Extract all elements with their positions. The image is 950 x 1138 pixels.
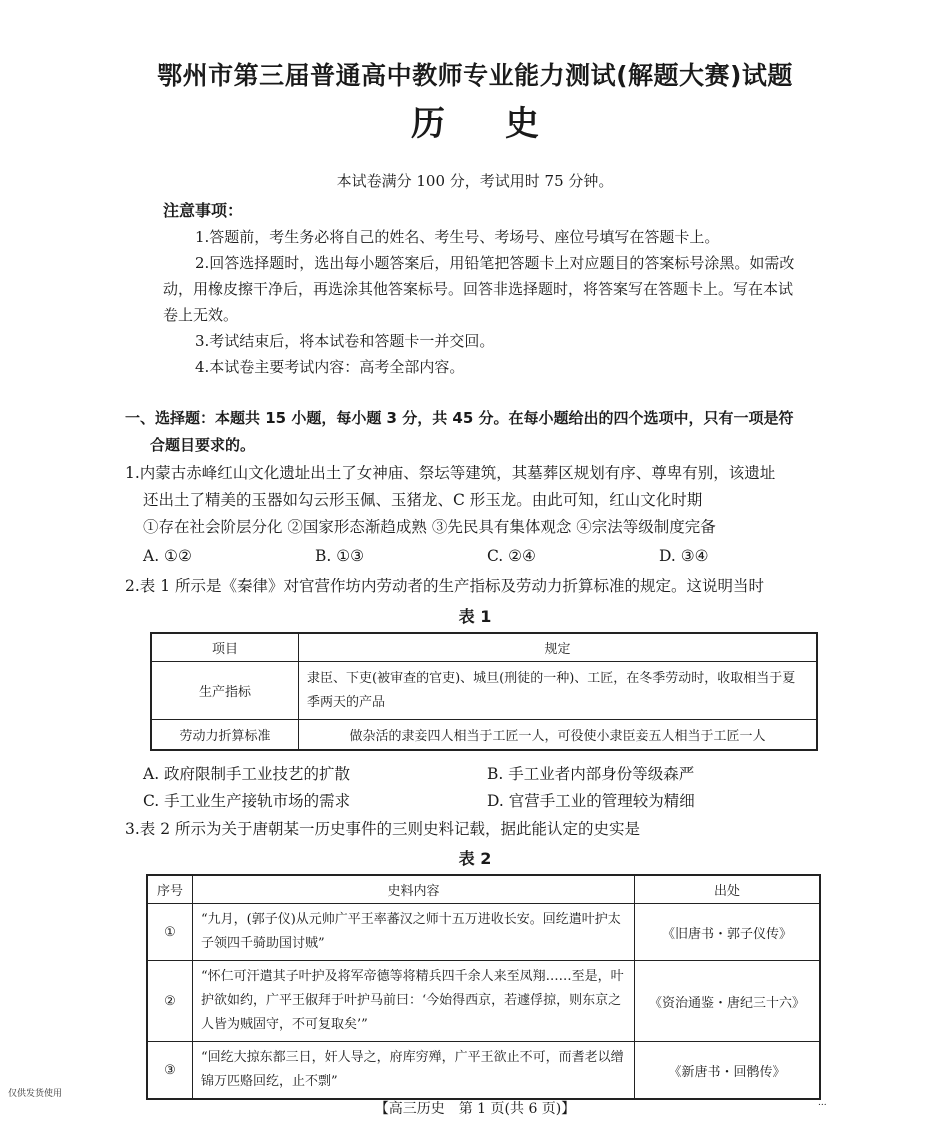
score-line: 本试卷满分 100 分，考试用时 75 分钟。 bbox=[336, 172, 614, 190]
subject-title: 历史 bbox=[411, 104, 599, 144]
question-2-stem: 2.表 1 所示是《秦律》对官营作坊内劳动者的生产指标及劳动力折算标准的规定。这说明当时 bbox=[125, 577, 765, 595]
exam-title: 鄂州市第三届普通高中教师专业能力测试(解题大赛)试题 bbox=[157, 61, 793, 90]
table-header: 出处 bbox=[635, 875, 821, 904]
table-cell: ① bbox=[147, 904, 193, 961]
table-cell: 《旧唐书・郭子仪传》 bbox=[635, 904, 821, 961]
table-cell: “九月，(郭子仪)从元帅广平王率蕃汉之师十五万进收长安。回纥遣叶护太子领四千骑助国讨贼” bbox=[193, 904, 635, 961]
question-1 bbox=[125, 460, 830, 541]
table-cell: ③ bbox=[147, 1042, 193, 1100]
option-c[interactable]: C. 手工业生产接轨市场的需求 bbox=[143, 792, 351, 810]
question-1-stem: 还出土了精美的玉器如勾云形玉佩、玉猪龙、C 形玉龙。由此可知，红山文化时期 bbox=[143, 491, 703, 509]
notice-list bbox=[163, 224, 803, 380]
table-2 bbox=[146, 874, 821, 1100]
section-heading-line: 合题目要求的。 bbox=[150, 436, 256, 454]
table-cell: 做杂活的隶妾四人相当于工匠一人，可役使小隶臣妾五人相当于工匠一人 bbox=[299, 720, 818, 750]
table-cell: 生产指标 bbox=[151, 662, 299, 720]
table-cell: “回纥大掠东都三日，奸人导之，府库穷殚，广平王欲止不可，而耆老以缯锦万匹赂回纥，止不剽” bbox=[193, 1042, 635, 1100]
footer-mark: ... bbox=[818, 1098, 827, 1108]
table-header: 史料内容 bbox=[193, 875, 635, 904]
section-heading bbox=[125, 405, 830, 459]
page-footer: 【高三历史 第 1 页(共 6 页)】 bbox=[374, 1101, 576, 1117]
option-b[interactable]: B. ①③ bbox=[315, 547, 365, 565]
notice-item: 2.回答选择题时，选出每小题答案后，用铅笔把答题卡上对应题目的答案标号涂黑。如需改动，用橡皮擦干净后，再选涂其他答案标号。回答非选择题时，将答案写在答题卡上。写在本试卷上无效。 bbox=[163, 254, 795, 324]
table-1 bbox=[150, 632, 818, 751]
option-a[interactable]: A. 政府限制手工业技艺的扩散 bbox=[143, 765, 351, 783]
question-1-statements: ①存在社会阶层分化 ②国家形态渐趋成熟 ③先民具有集体观念 ④宗法等级制度完备 bbox=[143, 518, 716, 536]
notice-item: 1.答题前，考生务必将自己的姓名、考生号、考场号、座位号填写在答题卡上。 bbox=[195, 228, 720, 246]
question-3-stem: 3.表 2 所示为关于唐朝某一历史事件的三则史料记载，据此能认定的史实是 bbox=[125, 820, 641, 838]
option-d[interactable]: D. ③④ bbox=[659, 547, 709, 565]
table-header: 规定 bbox=[299, 633, 818, 662]
notice-heading: 注意事项： bbox=[163, 201, 244, 220]
table-cell: ② bbox=[147, 961, 193, 1042]
option-c[interactable]: C. ②④ bbox=[487, 547, 536, 565]
notice-item: 4.本试卷主要考试内容：高考全部内容。 bbox=[195, 358, 465, 376]
section-heading-line: 一、选择题：本题共 15 小题，每小题 3 分，共 45 分。在每小题给出的四个选项中，只有一项是符 bbox=[125, 409, 794, 427]
table-cell: 劳动力折算标准 bbox=[151, 720, 299, 750]
notice-item: 3.考试结束后，将本试卷和答题卡一并交回。 bbox=[195, 332, 495, 350]
table-header: 项目 bbox=[151, 633, 299, 662]
table-cell: “怀仁可汗遣其子叶护及将军帝德等将精兵四千余人来至凤翔……至是，叶护欲如约，广平王俶拜于叶护马前曰：‘今始得西京，若遽俘掠，则东京之人皆为贼固守，不可复取矣’” bbox=[193, 961, 635, 1042]
distribution-note: 仅供发货使用 bbox=[8, 1089, 63, 1099]
option-a[interactable]: A. ①② bbox=[143, 547, 192, 565]
table-cell: 隶臣、下吏(被审查的官吏)、城旦(刑徒的一种)、工匠，在冬季劳动时，收取相当于夏季两天的产品 bbox=[299, 662, 818, 720]
table-header: 序号 bbox=[147, 875, 193, 904]
option-d[interactable]: D. 官营手工业的管理较为精细 bbox=[487, 792, 695, 810]
option-b[interactable]: B. 手工业者内部身份等级森严 bbox=[487, 765, 695, 783]
question-1-stem: 1.内蒙古赤峰红山文化遗址出土了女神庙、祭坛等建筑，其墓葬区规划有序、尊卑有别，该遗址 bbox=[125, 464, 776, 482]
table-1-title: 表 1 bbox=[458, 607, 492, 626]
table-2-title: 表 2 bbox=[458, 849, 492, 868]
table-cell: 《新唐书・回鹘传》 bbox=[635, 1042, 821, 1100]
table-cell: 《资治通鉴・唐纪三十六》 bbox=[635, 961, 821, 1042]
